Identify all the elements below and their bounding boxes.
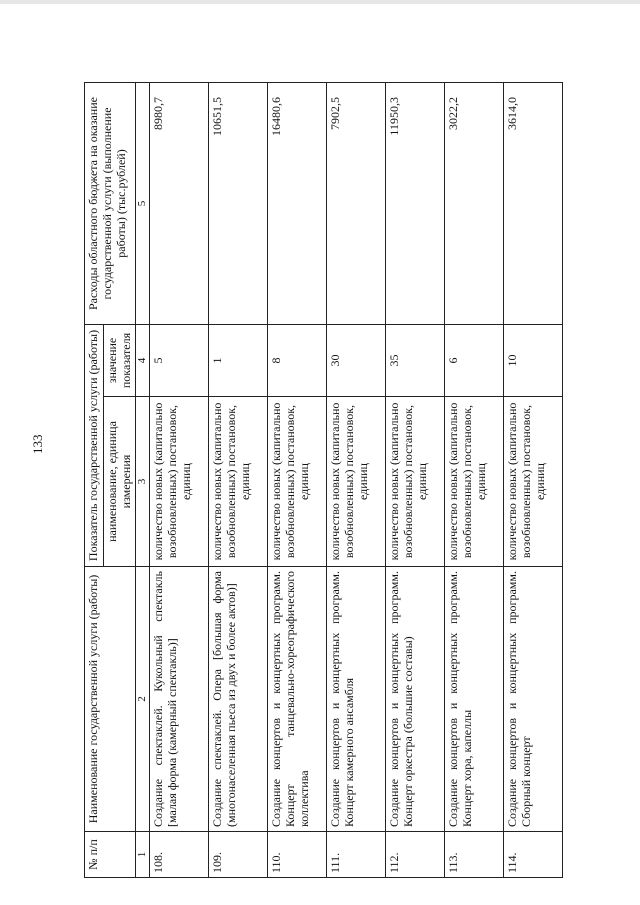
header-num: № п/п — [85, 832, 136, 878]
row-value: 30 — [327, 325, 386, 397]
row-value: 8 — [268, 325, 327, 397]
col-number: 3 — [136, 397, 150, 567]
row-unit: количество новых (капитально возобновленных) постановок, единиц — [445, 397, 504, 567]
header-service-name: Наименование государственной услуги (работы) — [85, 567, 136, 832]
header-indicator-group: Показатель государственной услуги (работы) — [85, 325, 104, 567]
row-expense: 10651,5 — [209, 83, 268, 325]
row-num: 112. — [386, 832, 445, 878]
row-expense: 7902,5 — [327, 83, 386, 325]
col-number: 1 — [136, 832, 150, 878]
header-unit: наименование, единица измерения — [103, 397, 136, 567]
row-value: 5 — [150, 325, 209, 397]
rotated-table-container — [84, 83, 604, 878]
top-edge-strip — [0, 0, 640, 4]
table-row — [386, 83, 445, 878]
row-service-name: Создание спектаклей. Кукольный спектакль [малая форма (камерный спектакль)] — [150, 567, 209, 832]
row-service-name: Создание концертов и концертных программ. Концерт оркестра (большие составы) — [386, 567, 445, 832]
row-num: 113. — [445, 832, 504, 878]
row-unit: количество новых (капитально возобновленных) постановок, единиц — [327, 397, 386, 567]
row-expense: 8980,7 — [150, 83, 209, 325]
header-expense: Расходы областного бюджета на оказание государственной услуги (выполнение работы) (тыс.рублей) — [85, 83, 136, 325]
row-num: 108. — [150, 832, 209, 878]
table-row — [150, 83, 209, 878]
row-unit: количество новых (капитально возобновленных) постановок, единиц — [504, 397, 563, 567]
row-num: 110. — [268, 832, 327, 878]
row-value: 1 — [209, 325, 268, 397]
col-number: 4 — [136, 325, 150, 397]
header-value: значение показателя — [103, 325, 136, 397]
row-value: 10 — [504, 325, 563, 397]
services-table — [84, 82, 563, 878]
row-expense: 3022,2 — [445, 83, 504, 325]
table-row — [327, 83, 386, 878]
row-expense: 3614,0 — [504, 83, 563, 325]
row-unit: количество новых (капитально возобновленных) постановок, единиц — [209, 397, 268, 567]
row-service-name: Создание концертов и концертных программ. Концерт хора, капеллы — [445, 567, 504, 832]
table-row — [445, 83, 504, 878]
row-service-name: Создание концертов и концертных программ. Сборный концерт — [504, 567, 563, 832]
row-expense: 11950,3 — [386, 83, 445, 325]
row-service-name: Создание концертов и концертных программ. Концерт камерного ансамбля — [327, 567, 386, 832]
row-unit: количество новых (капитально возобновленных) постановок, единиц — [268, 397, 327, 567]
col-number: 2 — [136, 567, 150, 832]
row-num: 109. — [209, 832, 268, 878]
col-number: 5 — [136, 83, 150, 325]
table-row — [209, 83, 268, 878]
column-number-row — [136, 83, 150, 878]
row-num: 114. — [504, 832, 563, 878]
row-unit: количество новых (капитально возобновленных) постановок, единиц — [150, 397, 209, 567]
row-num: 111. — [327, 832, 386, 878]
row-expense: 16480,6 — [268, 83, 327, 325]
table-row — [504, 83, 563, 878]
row-service-name: Создание концертов и концертных программ. Концерт танцевально-хореографического коллектива — [268, 567, 327, 832]
row-value: 6 — [445, 325, 504, 397]
row-value: 35 — [386, 325, 445, 397]
table-row — [268, 83, 327, 878]
page-number: 133 — [30, 434, 45, 454]
row-service-name: Создание спектаклей. Опера [большая форма (многонаселенная пьеса из двух и более актов)] — [209, 567, 268, 832]
row-unit: количество новых (капитально возобновленных) постановок, единиц — [386, 397, 445, 567]
